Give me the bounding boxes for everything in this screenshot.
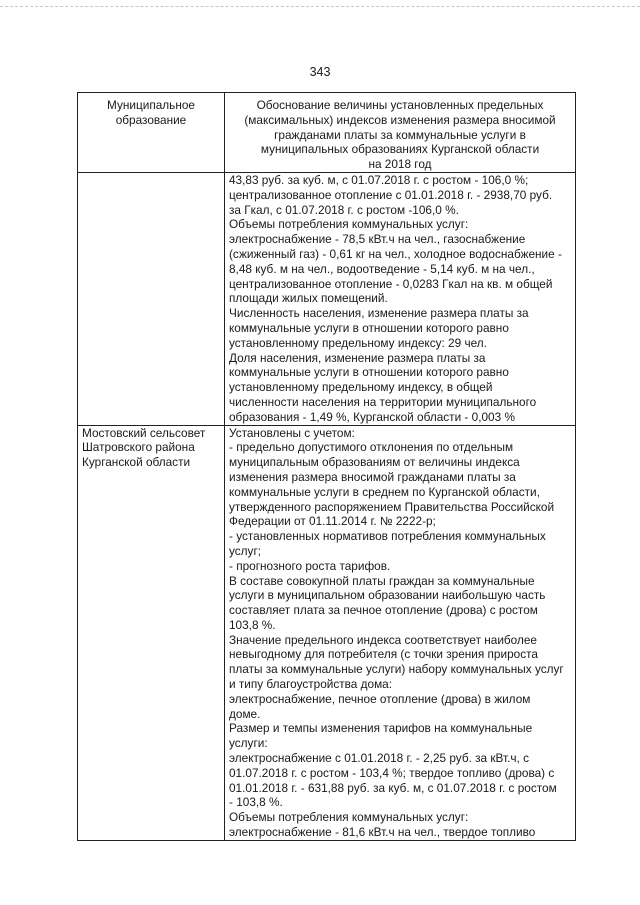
text-line: Установлены с учетом: bbox=[229, 425, 355, 440]
text-line: гражданами платы за коммунальные услуги в bbox=[274, 127, 526, 142]
text-line: Курганской области bbox=[82, 455, 191, 470]
text-line: площади жилых помещений. bbox=[229, 291, 388, 306]
text-line: 43,83 руб. за куб. м, с 01.07.2018 г. с ростом - 106,0 %; bbox=[229, 172, 529, 187]
row2-justification-text bbox=[229, 426, 571, 840]
text-line: В составе совокупной платы граждан за коммунальные bbox=[229, 573, 535, 588]
text-line: 8,48 куб. м на чел., водоотведение - 5,14 куб. м на чел., bbox=[229, 261, 535, 276]
scan-edge-line bbox=[0, 6, 640, 7]
text-line: муниципальных образованиях Курганской области bbox=[260, 142, 540, 157]
text-line: Размер и темпы изменения тарифов на коммунальные bbox=[229, 721, 533, 736]
text-line: коммунальные услуги в отношении которого равно bbox=[229, 365, 509, 380]
text-line: муниципальным образованиям от величины индекса bbox=[229, 455, 520, 470]
text-line: изменения размера вносимой гражданами платы за bbox=[229, 469, 516, 484]
text-line: Муниципальное bbox=[107, 98, 195, 112]
text-line: Обоснование величины установленных предельных bbox=[256, 98, 544, 112]
row1-justification-text bbox=[229, 173, 571, 425]
text-line: - 103,8 %. bbox=[229, 795, 283, 810]
table-header-row bbox=[78, 93, 576, 173]
text-line: 01.01.2018 г. - 631,88 руб. за куб. м, с 01.07.2018 г. с ростом bbox=[229, 780, 557, 795]
text-line: - предельно допустимого отклонения по отдельным bbox=[229, 440, 514, 455]
text-line: за Гкал, с 01.07.2018 г. с ростом -106,0 %. bbox=[229, 202, 459, 217]
text-line: составляет плата за печное отопление (дрова) с ростом bbox=[229, 603, 538, 618]
row2-justification-cell bbox=[225, 425, 576, 840]
text-line: Значение предельного индекса соответствует наиболее bbox=[229, 632, 537, 647]
text-line: Шатровского района bbox=[82, 440, 195, 455]
text-line: услуги: bbox=[229, 736, 268, 751]
text-line: коммунальные услуги в отношении которого равно bbox=[229, 320, 509, 335]
text-line: - установленных нормативов потребления коммунальных bbox=[229, 529, 546, 544]
row1-justification-cell bbox=[225, 172, 576, 425]
header-municipality-text bbox=[82, 98, 220, 128]
text-line: Федерации от 01.11.2014 г. № 2222-р; bbox=[229, 514, 436, 529]
text-line: услуг; bbox=[229, 543, 262, 558]
page-number: 343 bbox=[309, 65, 331, 79]
text-line: электроснабжение - 81,6 кВт.ч на чел., твердое топливо bbox=[229, 825, 536, 840]
text-line: образование bbox=[115, 112, 187, 127]
text-line: 103,8 %. bbox=[229, 617, 276, 632]
text-line: 01.07.2018 г. с ростом - 103,4 %; твердое топливо (дрова) с bbox=[229, 765, 555, 780]
text-line: коммунальные услуги в среднем по Курганской области, bbox=[229, 484, 540, 499]
text-line: услуги в муниципальном образовании наибольшую часть bbox=[229, 588, 546, 603]
table-row bbox=[78, 425, 576, 840]
text-line: установленному предельному индексу, в общей bbox=[229, 380, 493, 395]
row2-municipality-cell bbox=[78, 425, 225, 840]
text-line: (сжиженный газ) - 0,61 кг на чел., холодное водоснабжение - bbox=[229, 246, 562, 261]
text-line: платы за коммунальные услуги) набору коммунальных услуг bbox=[229, 662, 564, 677]
header-justification-cell bbox=[225, 93, 576, 173]
text-line: электроснабжение, печное отопление (дрова) в жилом bbox=[229, 691, 531, 706]
row2-municipality-text bbox=[82, 426, 220, 470]
text-line: на 2018 год bbox=[368, 157, 432, 172]
text-line: образования - 1,49 %, Курганской области - 0,003 % bbox=[229, 409, 515, 424]
row1-municipality-cell bbox=[78, 172, 225, 425]
text-line: доме. bbox=[229, 706, 261, 721]
justification-table bbox=[77, 92, 576, 841]
header-municipality-cell bbox=[78, 93, 225, 173]
header-justification-text bbox=[229, 98, 571, 172]
text-line: централизованное отопление с 01.01.2018 г. - 2938,70 руб. bbox=[229, 187, 553, 202]
text-line: Численность населения, изменение размера платы за bbox=[229, 306, 529, 321]
text-line: (максимальных) индексов изменения размера вносимой bbox=[244, 112, 556, 127]
text-line: установленному предельному индексу: 29 чел. bbox=[229, 335, 487, 350]
text-line: - прогнозного роста тарифов. bbox=[229, 558, 391, 573]
text-line: Объемы потребления коммунальных услуг: bbox=[229, 810, 469, 825]
text-line: Объемы потребления коммунальных услуг: bbox=[229, 217, 469, 232]
text-line: утвержденного распоряжением Правительства Российской bbox=[229, 499, 555, 514]
text-line: невыгодному для потребителя (с точки зрения прироста bbox=[229, 647, 538, 662]
text-line: электроснабжение - 78,5 кВт.ч на чел., газоснабжение bbox=[229, 232, 526, 247]
text-line: численности населения на территории муниципального bbox=[229, 394, 537, 409]
text-line: и типу благоустройства дома: bbox=[229, 677, 393, 692]
text-line: Доля населения, изменение размера платы за bbox=[229, 350, 486, 365]
text-line: электроснабжение с 01.01.2018 г. - 2,25 руб. за кВт.ч, с bbox=[229, 751, 530, 766]
text-line: централизованное отопление - 0,0283 Гкал на кв. м общей bbox=[229, 276, 553, 291]
table-row bbox=[78, 172, 576, 425]
text-line: Мостовский сельсовет bbox=[82, 425, 206, 440]
